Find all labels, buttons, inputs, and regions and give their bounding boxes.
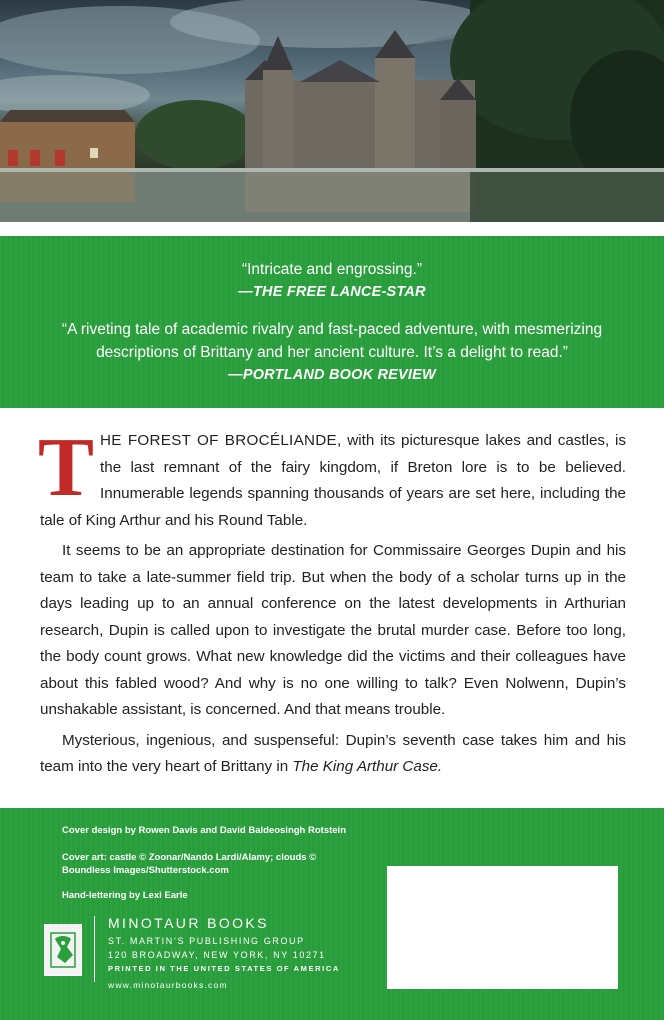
description-paragraph-1: [38, 421, 626, 534]
dropcap-letter: T: [38, 421, 95, 514]
book-title-italic: The King Arthur Case.: [292, 758, 443, 775]
minotaur-logo-icon: [44, 924, 82, 976]
description-paragraph-3: [40, 728, 626, 781]
barcode-area: [387, 866, 618, 989]
credit-cover-art: Cover art: castle © Zoonar/Nando Lardi/Alamy; clouds © Boundless Images/Shutterstock.com: [62, 852, 317, 876]
review-quote-2: [30, 318, 634, 387]
cover-photo-castle: [0, 0, 664, 222]
review-quotes-band: [0, 236, 664, 408]
review-quote-2-text: “A riveting tale of academic rivalry and fast-paced adventure, with mesmerizing descriptions of Brittany and her ancient culture. It’s a delight to read.”: [61, 321, 603, 361]
publisher-group: ST. MARTIN’S PUBLISHING GROUP: [108, 936, 305, 946]
description-paragraph-2: It seems to be an appropriate destination for Commissaire Georges Dupin and his team to take a late-summer field trip. But when the body of a scholar turns up in the days leading up to an annual conference on the latest developments in Arthurian research, Dupin is called upon to investigate the brutal murder case. Before too long, the body count grows. What new knowledge did the victims and their colleagues have about this fabled wood? And why is no one willing to talk? Even Nolwenn, Dupin’s unshakable assistant, is concerned. And that means trouble.: [40, 542, 626, 718]
review-quote-1-text: “Intricate and engrossing.”: [241, 261, 423, 278]
review-quote-1-source: —THE FREE LANCE-STAR: [238, 284, 426, 300]
description-lead: HE FOREST OF BROCÉLIANDE,: [100, 432, 342, 449]
credit-hand-lettering: Hand-lettering by Lexi Earle: [62, 890, 188, 901]
review-quote-1: [0, 258, 664, 304]
printed-in-usa: PRINTED IN THE UNITED STATES OF AMERICA: [108, 964, 340, 973]
publisher-website: www.minotaurbooks.com: [108, 980, 228, 990]
description-p3-start: Mysterious, ingenious, and suspenseful: Dupin’s seventh case takes him and his team into the very heart of Brittany in: [40, 731, 626, 775]
publisher-address: 120 BROADWAY, NEW YORK, NY 10271: [108, 950, 326, 960]
photo-gap: [0, 222, 664, 236]
credit-cover-design: Cover design by Rowen Davis and David Baldeosingh Rotstein: [62, 825, 346, 836]
publisher-name: MINOTAUR BOOKS: [108, 915, 269, 931]
book-description: [38, 421, 626, 781]
review-quote-2-source: —PORTLAND BOOK REVIEW: [228, 367, 436, 383]
description-p1-rest: with its picturesque lakes and castles, is the last remnant of the fairy kingdom, if Breton lore is to be believed. Innumerable legends spanning thousands of years are set here, including the tale of King Arthur and his Round Table.: [40, 432, 626, 529]
publisher-divider: [94, 916, 95, 982]
